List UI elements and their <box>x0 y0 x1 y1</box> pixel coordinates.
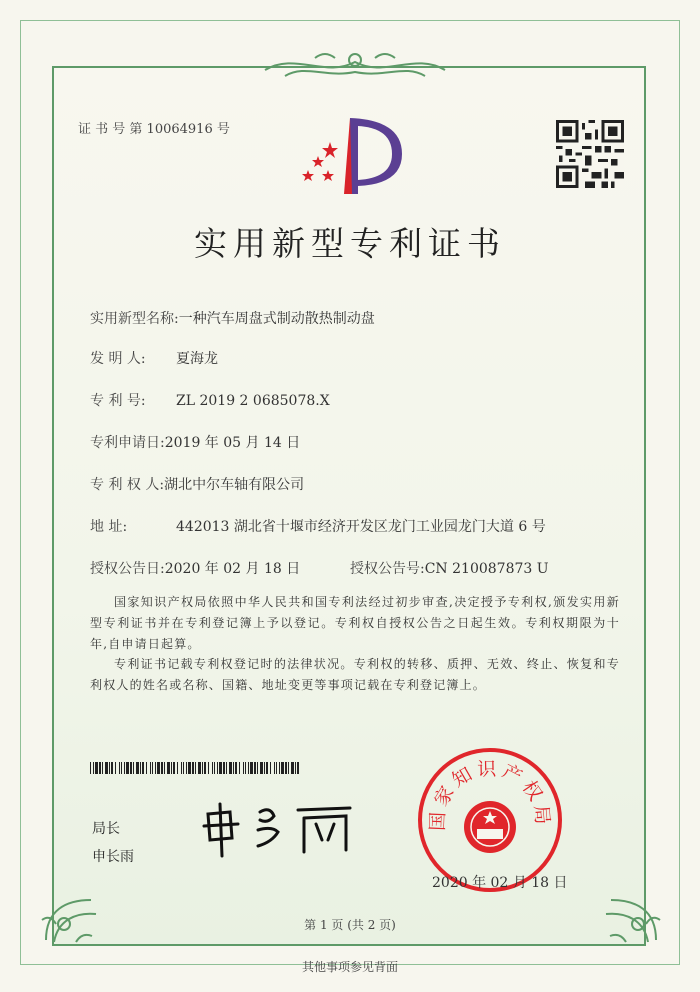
grant-number-value: CN 210087873 U <box>424 561 549 577</box>
patentee-value: 湖北中尔车轴有限公司 <box>164 477 305 493</box>
filing-date-label: 专利申请日: <box>90 435 165 451</box>
inventor-label: 发 明 人: <box>90 351 146 367</box>
utility-model-name-row <box>90 308 375 328</box>
svg-text:国家知识产权局: 国家知识产权局 <box>426 758 554 832</box>
inventor-value: 夏海龙 <box>176 351 218 367</box>
director-name: 申长雨 <box>92 849 134 865</box>
grant-statement-paragraph: 国家知识产权局依照中华人民共和国专利法经过初步审查,决定授予专利权,颁发实用新型专利证书并在专利登记簿上予以登记。专利权自授权公告之日起生效。专利权期限为十年,自申请日起算。 <box>90 595 620 651</box>
certificate-title: 实用新型专利证书 <box>194 224 506 263</box>
legal-status-paragraph: 专利证书记载专利权登记时的法律状况。专利权的转移、质押、无效、终止、恢复和专利权人的姓名或名称、国籍、地址变更等事项记载在专利登记簿上。 <box>90 657 620 692</box>
inventor-row <box>90 348 218 368</box>
certificate-number: 证 书 号 第 10064916 号 <box>78 122 230 137</box>
patent-number-row <box>90 390 330 410</box>
utility-model-name-label: 实用新型名称: <box>90 311 179 327</box>
grant-number-row <box>350 558 549 578</box>
address-label: 地 址: <box>90 519 128 535</box>
page-indicator: 第 1 页 (共 2 页) <box>304 918 396 932</box>
director-title: 局长 <box>92 821 120 837</box>
qr-code-icon <box>556 120 624 188</box>
grant-number-label: 授权公告号: <box>350 561 425 577</box>
filing-date-value: 2019 年 05 月 14 日 <box>164 435 301 451</box>
address-value: 442013 湖北省十堰市经济开发区龙门工业园龙门大道 6 号 <box>176 519 546 535</box>
grant-date-value: 2020 年 02 月 18 日 <box>164 561 301 577</box>
director-signature-icon <box>200 800 360 860</box>
bottom-left-ornament-icon <box>36 880 106 950</box>
seal-date: 2020 年 02 月 18 日 <box>432 875 568 891</box>
back-note: 其他事项参见背面 <box>301 960 398 974</box>
grant-date-row <box>90 558 300 578</box>
top-ornament-icon <box>255 48 455 84</box>
filing-date-row <box>90 432 300 452</box>
bottom-right-ornament-icon <box>596 880 666 950</box>
utility-model-name-value: 一种汽车周盘式制动散热制动盘 <box>178 311 375 327</box>
patent-number-label: 专 利 号: <box>90 393 146 409</box>
barcode-icon <box>90 762 300 774</box>
address-row <box>90 516 546 536</box>
grant-date-label: 授权公告日: <box>90 561 165 577</box>
patentee-label: 专 利 权 人: <box>90 477 165 493</box>
cnipa-logo-icon <box>300 112 410 196</box>
patent-number-value: ZL 2019 2 0685078.X <box>176 393 330 409</box>
patentee-row <box>90 474 304 494</box>
